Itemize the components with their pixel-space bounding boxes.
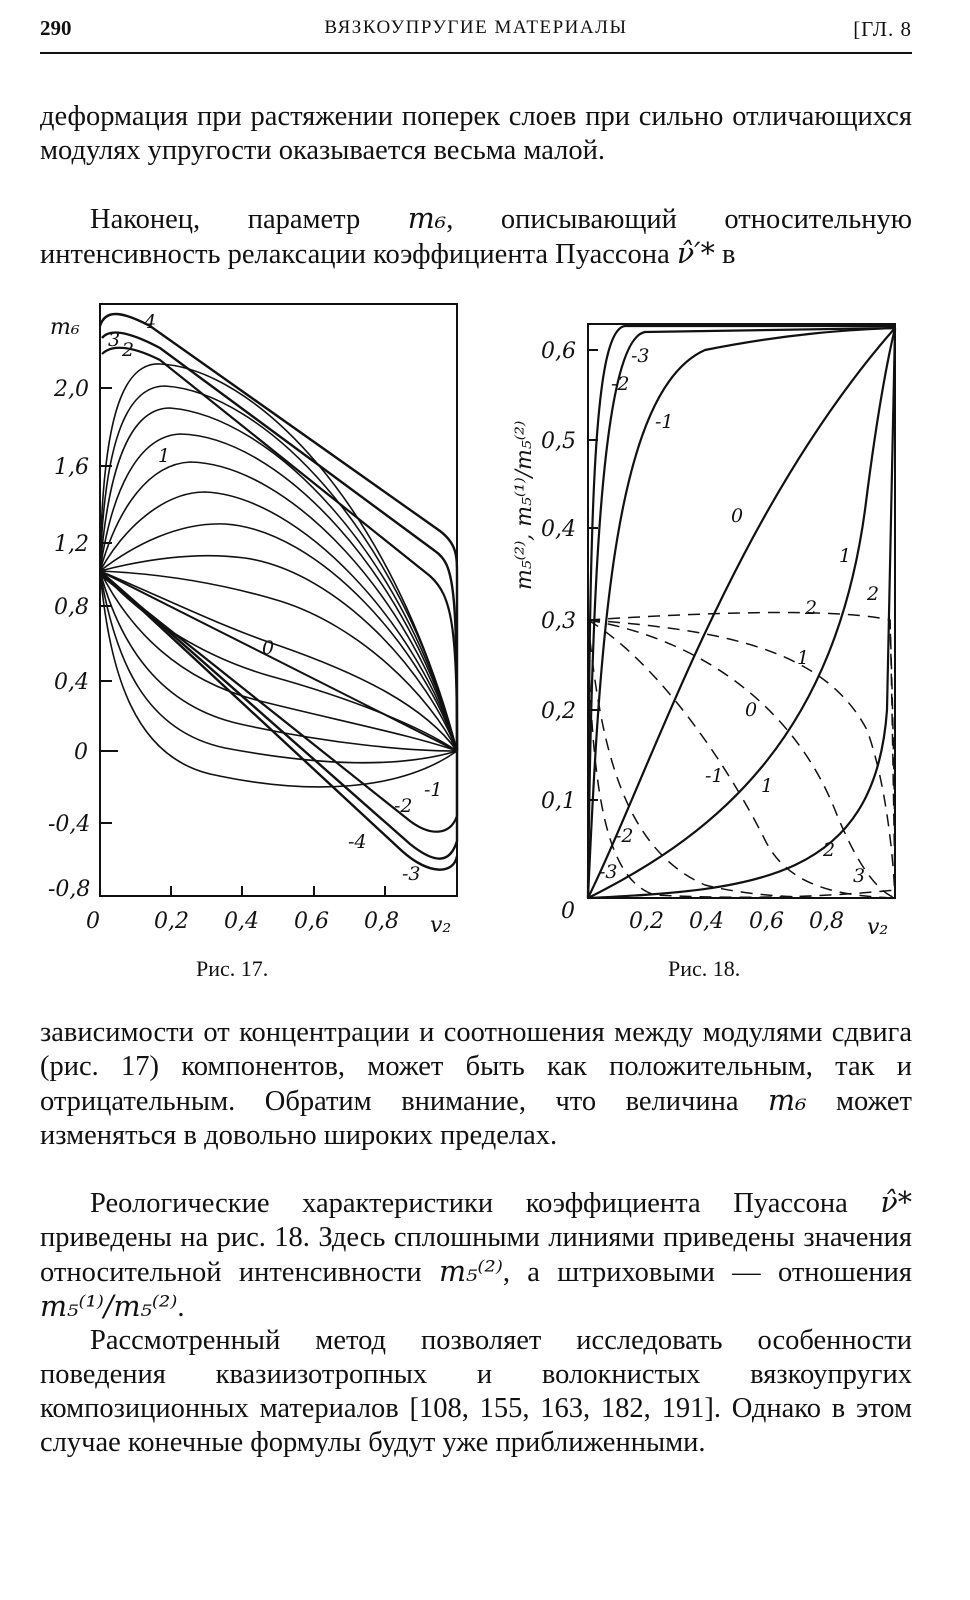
fig18-y-tick-0-3: 0,3: [541, 609, 576, 634]
symbol-m5-ratio: m₅⁽¹⁾/m₅⁽²⁾: [40, 1290, 178, 1323]
fig17-curve-a: [100, 364, 457, 751]
fig18-solid-0: [588, 328, 895, 898]
figure-18: [505, 310, 925, 960]
paragraph-3-after: может изменяться в довольно широких пределах.: [40, 1086, 913, 1151]
fig18-label-0-dashed: 0: [745, 699, 758, 721]
paragraph-5: [40, 1324, 912, 1460]
fig17-label-2: 2: [122, 339, 135, 361]
fig18-dashed-m1: [588, 620, 895, 898]
fig17-label-m4: -4: [348, 831, 367, 853]
fig17-curve-b: [100, 386, 457, 751]
paragraph-4-middle: приведены на рис. 18. Здесь сплошными линиями приведены значения относительной интенсивности: [40, 1222, 912, 1288]
fig18-dashed-curves: [588, 613, 895, 899]
fig18-label-2-solid: 2: [867, 583, 880, 605]
fig17-x-tick-0: 0: [86, 909, 100, 934]
fig17-y-tick-m0-4: -0,4: [48, 812, 91, 837]
fig18-y-tick-0-5: 0,5: [541, 429, 576, 454]
fig18-dashed-m3: [588, 620, 895, 897]
fig18-dashed-2: [588, 613, 895, 899]
fig17-y-tick-0-4: 0,4: [54, 670, 89, 695]
figure-17: [30, 296, 480, 956]
symbol-m5-2: m₅⁽²⁾: [438, 1255, 503, 1288]
fig18-label-m2-bottom: -2: [615, 825, 634, 847]
fig17-y-tick-1-2: 1,2: [54, 532, 89, 557]
header-rule: [40, 52, 912, 54]
fig17-x-tick-0-4: 0,4: [224, 909, 259, 934]
fig17-y-axis-label: m₆: [50, 315, 80, 340]
paragraph-4-before: Реологические характеристики коэффициента Пуассона: [90, 1188, 881, 1219]
fig18-solid-1: [588, 328, 895, 898]
paragraph-2-after: в: [714, 239, 736, 270]
fig17-curve-2: [102, 348, 457, 751]
fig17-curve-c: [100, 408, 457, 751]
fig18-label-m1-dashed: -1: [705, 765, 724, 787]
fig17-x-tick-0-8: 0,8: [364, 909, 399, 934]
paragraph-1-text: деформация при растяжении поперек слоев при сильно отличающихся модулях упругости оказывается весьма малой.: [40, 101, 912, 166]
fig18-x-tick-0-4: 0,4: [689, 909, 724, 934]
fig18-y-tick-0: 0: [561, 899, 575, 924]
fig17-caption: Рис. 17.: [196, 956, 269, 981]
paragraph-3: [40, 1016, 912, 1153]
fig18-y-tick-0-6: 0,6: [541, 339, 576, 364]
fig18-solid-2: [588, 328, 895, 898]
chapter-label: [ГЛ. 8: [853, 17, 912, 41]
fig18-frame: [588, 324, 895, 898]
running-title: ВЯЗКОУПРУГИЕ МАТЕРИАЛЫ: [324, 17, 628, 38]
fig18-label-0-top: 0: [731, 505, 744, 527]
fig18-dashed-0: [588, 620, 895, 898]
fig18-solid-m1: [588, 328, 895, 898]
paragraph-2-before: Наконец, параметр: [90, 204, 408, 235]
fig17-y-tick-0: 0: [74, 740, 88, 765]
fig18-label-1-top: 1: [839, 545, 852, 567]
fig17-curve-d: [100, 434, 457, 751]
fig18-label-3-bottom: 3: [853, 865, 866, 887]
fig18-y-tick-0-2: 0,2: [541, 699, 576, 724]
paragraph-5-text: Рассмотренный метод позволяет исследовать особенности поведения квазиизотропных и волокнистых вязкоупругих композиционных материалов [108, 155, 163, 182, 191]. Однако в этом случае конечные формулы будут уже приближенными.: [40, 1325, 912, 1458]
paragraph-4: [40, 1186, 912, 1325]
fig18-label-m1-top: -1: [655, 411, 674, 433]
fig17-label-m2: -2: [394, 795, 413, 817]
fig17-label-m1: -1: [424, 779, 443, 801]
fig17-label-4: 4: [144, 311, 157, 333]
fig17-y-tick-0-8: 0,8: [54, 595, 89, 620]
fig18-solid-m3: [588, 326, 895, 898]
fig18-label-m2-top: -2: [611, 373, 630, 395]
fig18-y-axis-label: m₅⁽²⁾, m₅⁽¹⁾/m₅⁽²⁾: [512, 420, 537, 590]
fig18-label-1-dashed: 1: [797, 647, 810, 669]
fig18-label-m3-top: -3: [631, 345, 650, 367]
fig17-curve-m2: [100, 571, 457, 832]
fig17-curves: [100, 314, 457, 870]
fig18-label-m3-bottom: -3: [599, 861, 618, 883]
fig17-x-axis-label: v₂: [430, 913, 452, 938]
fig18-x-tick-0-2: 0,2: [629, 909, 664, 934]
fig18-dashed-m2: [588, 620, 895, 898]
symbol-nu-star: ν̂*: [880, 1186, 912, 1219]
paragraph-3-before: зависимости от концентрации и соотношения между модулями сдвига (рис. 17) компонентов, может быть как положительным, так и отрицательным. Обратим внимание, что величина: [40, 1017, 912, 1117]
fig18-y-tick-0-1: 0,1: [541, 789, 576, 814]
fig18-solid-m2: [588, 328, 895, 898]
page-number: 290: [40, 16, 72, 40]
fig18-caption: Рис. 18.: [668, 956, 741, 981]
symbol-m6-2: m₆: [768, 1084, 807, 1117]
symbol-nu-prime: ν̂′*: [676, 237, 715, 270]
paragraph-2: [40, 202, 912, 272]
fig17-x-tick-0-6: 0,6: [294, 909, 329, 934]
symbol-m6: m₆: [407, 202, 447, 235]
paragraph-4-middle2: , а штриховыми — отношения: [502, 1257, 913, 1288]
fig18-x-tick-0-6: 0,6: [749, 909, 784, 934]
fig17-y-tick-2-0: 2,0: [54, 377, 89, 402]
fig17-label-0: 0: [262, 637, 275, 659]
paragraph-1: [40, 100, 912, 168]
fig18-label-1-bottom: 1: [761, 775, 774, 797]
paragraph-4-after: .: [177, 1292, 185, 1323]
fig17-x-tick-0-2: 0,2: [154, 909, 189, 934]
fig17-y-tick-m0-8: -0,8: [48, 877, 91, 902]
fig18-dashed-1: [588, 620, 895, 898]
fig18-x-axis-label: v₂: [867, 915, 889, 940]
fig18-label-2-bottom: 2: [823, 839, 836, 861]
fig17-label-3: 3: [108, 329, 121, 351]
fig18-label-2-dashed: 2: [805, 597, 818, 619]
fig17-curve-3: [102, 333, 457, 751]
fig18-solid-curves: [588, 326, 895, 898]
fig17-curve-4: [100, 314, 457, 751]
fig17-label-m3: -3: [402, 863, 421, 885]
fig17-y-tick-1-6: 1,6: [54, 455, 89, 480]
fig18-y-tick-0-4: 0,4: [541, 517, 576, 542]
running-header: [40, 14, 912, 46]
fig18-x-tick-0-8: 0,8: [809, 909, 844, 934]
fig17-label-1: 1: [158, 445, 171, 467]
paragraph-2-middle: , описывающий относительную интенсивность релаксации коэффициента Пуассона: [40, 204, 912, 270]
